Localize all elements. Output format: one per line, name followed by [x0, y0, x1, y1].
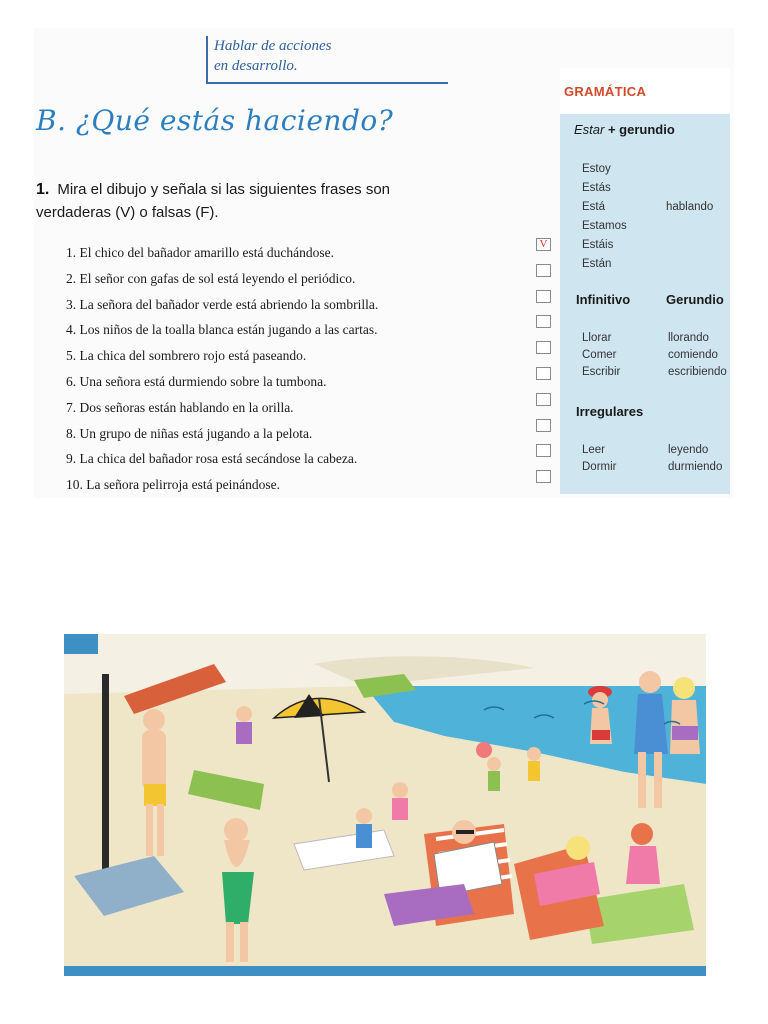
- estar-example: [666, 198, 713, 217]
- answer-checkbox[interactable]: [536, 290, 551, 303]
- answer-checkbox[interactable]: [536, 470, 551, 483]
- subtitle-estar: Estar: [574, 122, 605, 137]
- irregular-gerunds: [668, 442, 722, 476]
- infinitive: Llorar: [582, 332, 612, 344]
- estar-form: Estamos: [582, 220, 627, 232]
- answer-checkbox[interactable]: [536, 315, 551, 328]
- regular-gerunds: [668, 330, 727, 381]
- bottom-stripe: [64, 966, 706, 976]
- gerund: comiendo: [668, 349, 718, 361]
- exercise-number: 1.: [36, 181, 50, 198]
- answer-checkbox[interactable]: [536, 341, 551, 354]
- shower-pole: [102, 674, 109, 872]
- instruction-text: Mira el dibujo y señala si las siguientes frases son verdaderas (V) o falsas (F).: [36, 181, 391, 221]
- infinitivo-heading: Infinitivo: [576, 292, 631, 307]
- infinitive: Leer: [582, 444, 606, 456]
- sentence-item: 4. Los niños de la toalla blanca están jugando a las cartas.: [66, 322, 378, 338]
- sentence-item: 5. La chica del sombrero rojo está paseando.: [66, 348, 307, 364]
- grammar-panel: [560, 68, 730, 494]
- sentence-item: 8. Un grupo de niñas está jugando a la pelota.: [66, 425, 313, 441]
- sentence-item: 2. El señor con gafas de sol está leyendo el periódico.: [66, 270, 356, 286]
- illustration-tab: [64, 634, 98, 654]
- answer-checkbox[interactable]: [536, 444, 551, 457]
- estar-form: Estáis: [582, 239, 614, 251]
- irregular-infinitives: [582, 442, 617, 476]
- sentence-item: 6. Una señora está durmiendo sobre la tumbona.: [66, 373, 327, 389]
- sentence-item: 10. La señora pelirroja está peinándose.: [66, 477, 281, 493]
- gerundio-heading: Gerundio: [666, 292, 724, 307]
- beach-scene-svg: [64, 634, 706, 976]
- estar-form: Está: [582, 201, 606, 213]
- sentence-list: [66, 240, 536, 498]
- answer-checkbox[interactable]: [536, 393, 551, 406]
- infinitive: Escribir: [582, 366, 621, 378]
- grammar-header: [560, 68, 730, 114]
- topic-line-1: Hablar de acciones: [214, 38, 332, 54]
- answer-checkbox[interactable]: [536, 367, 551, 380]
- estar-form: Estoy: [582, 163, 611, 175]
- grammar-title: GRAMÁTICA: [564, 84, 647, 99]
- gerund: llorando: [668, 332, 709, 344]
- sentence-item: 1. El chico del bañador amarillo está duchándose.: [66, 245, 335, 260]
- estar-form: Están: [582, 258, 612, 270]
- infinitive: Dormir: [582, 461, 617, 473]
- estar-form: Estás: [582, 182, 611, 194]
- estar-forms: [582, 160, 627, 274]
- irregulares-heading: Irregulares: [576, 404, 644, 419]
- beach-ball: [476, 742, 492, 758]
- answer-checkbox[interactable]: [536, 419, 551, 432]
- grammar-subtitle: [574, 122, 675, 137]
- topic-line-2: en desarrollo.: [214, 58, 298, 74]
- topic-label: [206, 36, 448, 84]
- sentence-item: 7. Dos señoras están hablando en la orilla.: [66, 399, 294, 415]
- beach-illustration: [64, 634, 706, 976]
- gerund: escribiendo: [668, 366, 727, 378]
- answer-checkboxes: [536, 238, 556, 496]
- sentence-item: 3. La señora del bañador verde está abriendo la sombrilla.: [66, 296, 379, 312]
- exercise-instruction: [36, 178, 456, 224]
- gerund: leyendo: [668, 444, 709, 456]
- section-title: B. ¿Qué estás haciendo?: [36, 104, 394, 137]
- answer-checkbox[interactable]: V: [536, 238, 551, 251]
- sentence-item: 9. La chica del bañador rosa está secándose la cabeza.: [66, 451, 358, 467]
- answer-checkbox[interactable]: [536, 264, 551, 277]
- regular-infinitives: [582, 330, 620, 381]
- estar-example-gerund: hablando: [666, 201, 714, 213]
- infinitive: Comer: [582, 349, 617, 361]
- subtitle-gerundio: + gerundio: [604, 122, 675, 137]
- gerund: durmiendo: [668, 461, 723, 473]
